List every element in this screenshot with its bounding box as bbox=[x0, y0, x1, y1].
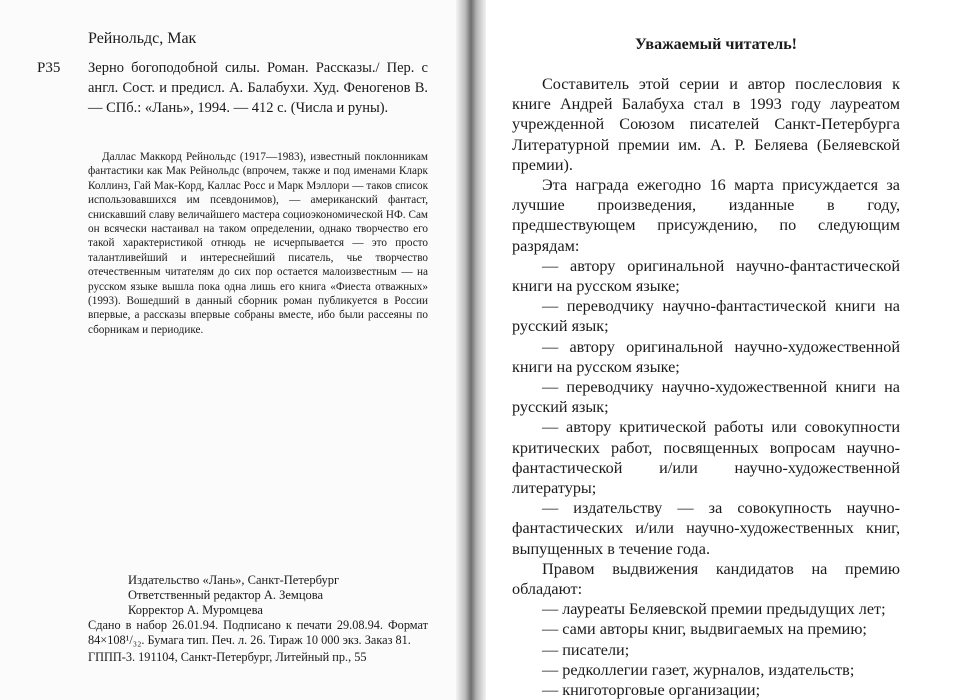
paragraph: — переводчику научно-художественной книги на русский язык; bbox=[512, 378, 900, 417]
left-page bbox=[0, 0, 468, 700]
page-title: Уважаемый читатель! bbox=[635, 36, 797, 53]
right-page-body bbox=[512, 74, 900, 700]
paragraph: — лауреаты Беляевской премии предыдущих лет; bbox=[542, 600, 886, 619]
paragraph: — автору оригинальной научно-фантастической книги на русском языке; bbox=[512, 256, 900, 296]
annotation-text: Даллас Маккорд Рейнольдс (1917—1983), известный поклонникам фантастики как Мак Рейнольдс (впрочем, также и под именами Кларк Коллинз, Гай Мак-Корд, Каллас Росс и Марк Мэллори — таков список использовавшихся им псевдонимов), — американский фантаст, снискавший славу величайшего мастера социоэкономической НФ. Сам он всячески настаивал на таком определении, однако творчество его такой характеристикой отнюдь не исчерпывается — это просто талантливейший и интереснейший писатель, чье творчество отечественным читателям до сих пор остается малоизвестным — на русском языке вышла пока одна лишь его книга «Фиеста отважных» (1993). Вошедший в данный сборник роман публикуется в России впервые, а рассказы впервые собраны вместе, ибо были рассеяны по сборникам и периодике. bbox=[88, 151, 428, 336]
paragraph: — автору критической работы или совокупности критических работ, посвященных вопросам научно-фантастической и/или научно-художественной литературы; bbox=[512, 418, 900, 498]
paragraph: — книготорговые организации; bbox=[542, 681, 761, 700]
paragraph: — сами авторы книг, выдвигаемых на премию; bbox=[542, 620, 867, 639]
paragraph: — переводчику научно-фантастической книги на русский язык; bbox=[512, 297, 900, 336]
printing-house: ГППП-3. 191104, Санкт-Петербург, Литейный пр., 55 bbox=[88, 650, 367, 664]
paragraph: — автору оригинальной научно-художественной книги на русском языке; bbox=[512, 337, 900, 376]
paragraph: Эта награда ежегодно 16 марта присуждается за лучшие произведения, изданные в году, предшествующем присуждению, по следующим разрядам: bbox=[512, 176, 900, 255]
publisher-line: Издательство «Лань», Санкт-Петербург bbox=[128, 573, 340, 587]
imprint-block bbox=[128, 573, 428, 618]
paragraph: — издательству — за совокупность научно-фантастических и/или научно-художественных книг, выпущенных в течение года. bbox=[512, 499, 900, 558]
editor-line: Ответственный редактор А. Земцова bbox=[128, 588, 324, 602]
paragraph: — писатели; bbox=[542, 640, 630, 659]
book-gutter bbox=[456, 0, 486, 700]
bibliographic-record: Зерно богоподобной силы. Роман. Рассказы./ Пер. с англ. Сост. и предисл. А. Балабухи. Худ. Феногенов В. — СПб.: «Лань», 1994. — 412 с. (Числа и руны). bbox=[88, 60, 428, 116]
catalog-code: Р35 bbox=[37, 60, 61, 76]
paragraph: Правом выдвижения кандидатов на премию обладают: bbox=[512, 559, 900, 599]
print-info: Сдано в набор 26.01.94. Подписано к печати 29.08.94. Формат 84×108¹/₃₂. Бумага тип. Печ. л. 26. Тираж 10 000 экз. Заказ 81. bbox=[88, 618, 428, 647]
paragraph: Составитель этой серии и автор послесловия к книге Андрей Балабуха стал в 1993 году лауреатом учрежденной Союзом писателей Санкт-Петербурга Литературной премии им. А. Р. Беляева (Беляевской премии). bbox=[512, 75, 900, 174]
paragraph: — редколлегии газет, журналов, издательств; bbox=[542, 660, 855, 679]
corrector-line: Корректор А. Муромцева bbox=[128, 603, 263, 617]
author-heading: Рейнольдс, Мак bbox=[88, 30, 197, 47]
